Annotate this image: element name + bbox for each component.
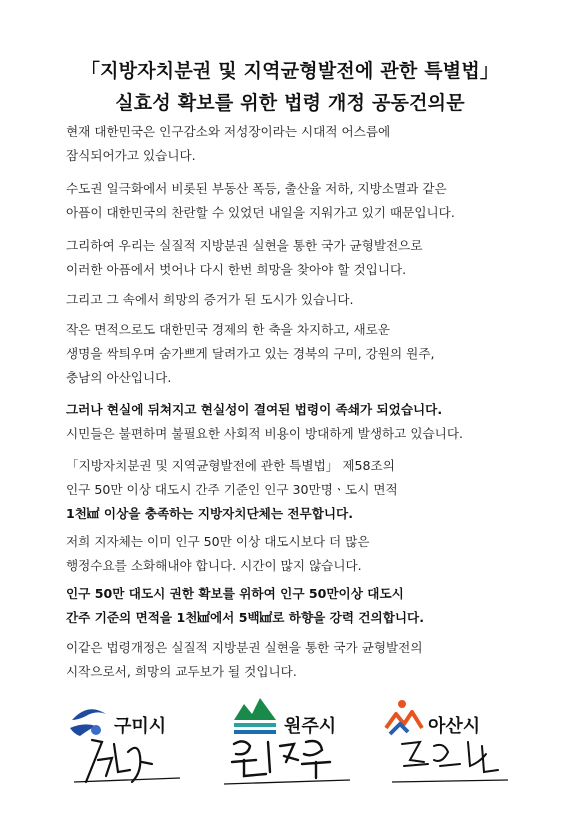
paragraph-line-bold: 간주 기준의 면적을 1천㎢에서 5백㎢로 하향을 강력 건의합니다.	[66, 610, 424, 625]
paragraph-line: 그리고 그 속에서 희망의 증거가 된 도시가 있습니다.	[66, 292, 354, 307]
city-name-gumi: 구미시	[114, 716, 167, 737]
paragraph-8	[66, 530, 536, 578]
paragraph-line: 작은 면적으로도 대한민국 경제의 한 축을 차지하고, 새로운	[66, 322, 390, 337]
wonju-logo	[232, 694, 278, 736]
paragraph-line-bold: 1천㎢ 이상을 충족하는 지방자치단체는 전무합니다.	[66, 506, 353, 521]
paragraph-6	[66, 398, 536, 446]
document-title-line-2: 실효성 확보를 위한 법령 개정 공동건의문	[115, 92, 465, 114]
paragraph-2	[66, 177, 536, 225]
paragraph-line-bold: 그러나 현실에 뒤쳐지고 현실성이 결여된 법령이 족쇄가 되었습니다.	[66, 402, 443, 417]
signature-asan	[390, 732, 510, 788]
paragraph-4	[66, 288, 536, 312]
paragraph-line-bold: 인구 50만 대도시 권한 확보를 위하여 인구 50만이상 대도시	[66, 586, 404, 601]
paragraph-line: 수도권 일극화에서 비롯된 부동산 폭등, 출산율 저하, 지방소멸과 같은	[66, 181, 447, 196]
paragraph-line: 잠식되어가고 있습니다.	[66, 148, 196, 163]
paragraph-line: 시민들은 불편하며 불필요한 사회적 비용이 방대하게 발생하고 있습니다.	[66, 426, 463, 441]
paragraph-1	[66, 120, 536, 168]
paragraph-line: 이같은 법령개정은 실질적 지방분권 실현을 통한 국가 균형발전의	[66, 640, 423, 655]
paragraph-line: 이러한 아픔에서 벗어나 다시 한번 희망을 찾아야 할 것입니다.	[66, 262, 407, 277]
paragraph-line: 현재 대한민국은 인구감소와 저성장이라는 시대적 어스름에	[66, 124, 391, 139]
paragraph-line: 저희 지자체는 이미 인구 50만 이상 대도시보다 더 많은	[66, 534, 370, 549]
document-title-line-1: 「지방자치분권 및 지역균형발전에 관한 특별법」	[80, 60, 500, 82]
paragraph-line: 인구 50만 이상 대도시 간주 기준인 인구 30만명ㆍ도시 면적	[66, 482, 398, 497]
paragraph-line: 그리하여 우리는 실질적 지방분권 실현을 통한 국가 균형발전으로	[66, 238, 423, 253]
city-name-wonju: 원주시	[284, 716, 337, 737]
paragraph-line: 시작으로서, 희망의 교두보가 될 것입니다.	[66, 664, 297, 679]
paragraph-3	[66, 234, 536, 282]
signature-gumi	[72, 732, 182, 790]
signature-block	[0, 690, 580, 790]
paragraph-line: 생명을 싹틔우며 숨가쁘게 달려가고 있는 경북의 구미, 강원의 원주,	[66, 346, 435, 361]
paragraph-7	[66, 454, 536, 526]
paragraph-5	[66, 318, 536, 390]
city-name-asan: 아산시	[428, 716, 481, 737]
paragraph-10	[66, 636, 536, 684]
signature-wonju	[222, 732, 352, 788]
paragraph-line: 행정수요를 소화해내야 합니다. 시간이 많지 않습니다.	[66, 558, 362, 573]
paragraph-line: 「지방자치분권 및 지역균형발전에 관한 특별법」 제58조의	[66, 458, 395, 473]
paragraph-line: 충남의 아산입니다.	[66, 370, 172, 385]
paragraph-line: 아픔이 대한민국의 찬란할 수 있었던 내일을 지워가고 있기 때문입니다.	[66, 205, 455, 220]
paragraph-9	[66, 582, 536, 630]
